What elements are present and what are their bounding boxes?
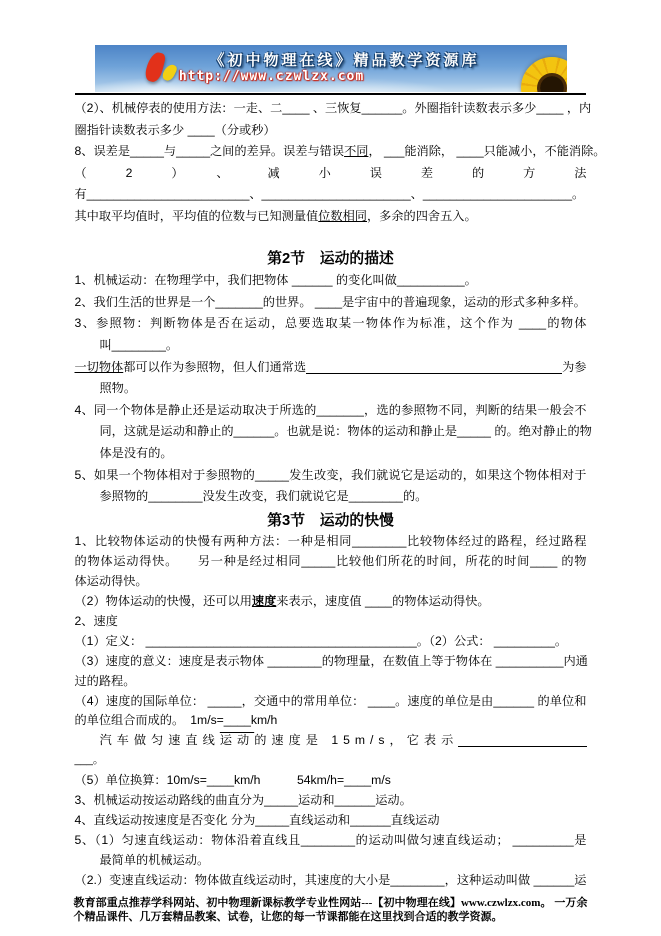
s1-line-inner-dial: 圈指针读数表示多少 ____（分或秒） <box>74 122 276 137</box>
s3-line-path-classification: 3、机械运动按运动路线的曲直分为_____运动和______运动。 <box>74 793 412 808</box>
s3-line-car-example <box>75 731 587 751</box>
s1-error-text-c: ， ___能消除， ____只能减小，不能消除。 <box>368 144 606 159</box>
s3-line-speed-title: 2、速度 <box>74 613 118 628</box>
s2-anyobject-tail: 为参 <box>562 359 587 374</box>
s2-line-mechanical-motion: 1、机械运动：在物理学中，我们把物体 ______ 的变化叫做__________。 <box>74 273 477 288</box>
s3-line-same-distance: 的物体运动得快。 另一种是经过相同_____比较他们所花的时间，所花的时间____ 的物 <box>74 554 587 569</box>
s3-speed-text-a: （2）物体运动的快慢，还可以用 <box>74 594 252 608</box>
s2-line-relativity: 同，这就是运动和静止的______。也就是说：物体的运动和静止是_____ 的。绝对静止的物 <box>99 424 592 439</box>
s2-anyobject-text: 都可以作为参照物，但人们通常选 <box>123 359 307 374</box>
banner-title: 《初中物理在线》精品教学资源库 <box>209 53 480 69</box>
s1-error-underlined: 不同 <box>344 144 369 159</box>
header-banner <box>95 45 567 92</box>
s3-car-overlined: 运动 <box>219 733 255 748</box>
s1-line-average-note <box>75 206 587 228</box>
s3-speed-bold-underlined: 速度 <box>251 594 277 608</box>
s2-line-position-unchanged: 参照物的________没发生改变，我们就说它是________的。 <box>99 489 428 504</box>
s2-line-any-object-reference <box>75 357 587 379</box>
s3-car-blank-line <box>458 746 586 747</box>
banner-url: http://www.czwlzx.com <box>178 69 365 84</box>
s1-line-reduce-error-title: （2）、减小误差的方法 <box>74 165 587 180</box>
s1-average-underlined: 位数相同 <box>318 208 367 223</box>
s2-anyobject-blank-line <box>306 373 562 374</box>
sunflower-icon <box>521 57 567 92</box>
s3-line-unit-conversion: （5）单位换算：10m/s=____km/h 54km/h=____m/s <box>74 773 391 788</box>
s2-anyobject-underlined: 一切物体 <box>74 359 124 374</box>
s1-line-reduce-error-blanks: 有________________________、______________________、______________________。 <box>74 187 585 202</box>
s3-speed-text-c: 来表示，速度值 ____的物体运动得快。 <box>276 594 490 608</box>
sunflower-center-icon <box>537 73 567 92</box>
s1-line-stopwatch-usage: （2）、机械停表的使用方法：一走、二____ 、三恢复______。外圈指针读数表示多少____ ，内 <box>74 101 592 115</box>
section-heading-motion-description: 第2节 运动的描述 <box>267 250 394 267</box>
s2-line-no-absolute-rest: 体是没有的。 <box>99 445 173 460</box>
s2-line-reference-cont: 照物。 <box>99 381 137 396</box>
s3-car-text-c: 的速度是 15m/s，它表示 <box>254 733 459 748</box>
s1-line-error-definition <box>74 141 606 163</box>
s3-line-faster: 体运动得快。 <box>74 574 148 589</box>
s3-line-variable-linear: （2.）变速直线运动：物体做直线运动时，其速度的大小是________，这种运动叫做 ______运 <box>74 872 587 887</box>
s3-line-speed-express <box>75 592 587 612</box>
divider-rule <box>75 93 586 95</box>
s2-line-world-motion: 2、我们生活的世界是一个_______的世界。 ____是宇宙中的普遍现象，运动的形式多种多样。 <box>74 294 586 309</box>
section-motion-speed <box>75 511 587 891</box>
s3-line-speed-meaning: （3）速度的意义：速度是表示物体 ________的物理量，在数值上等于物体在 __________内通 <box>74 653 588 668</box>
s1-average-text-c: ，多余的四舍五入。 <box>367 208 477 223</box>
s1-average-text-a: 其中取平均值时，平均值的位数与已知测量值 <box>74 208 319 223</box>
s3-line-simplest-motion: 最简单的机械运动。 <box>99 852 210 867</box>
s2-line-position-change: 5、如果一个物体相对于参照物的_____发生改变，我们就说它是运动的，如果这个物体相对于 <box>74 467 587 482</box>
worksheet-body <box>74 98 606 891</box>
s3-line-linear-classification: 4、直线运动按速度是否变化 分为_____直线运动和______直线运动 <box>74 812 440 827</box>
s3-car-text-a: 汽车做匀速直线 <box>99 733 220 748</box>
s2-line-called-blank: 叫________。 <box>99 337 179 352</box>
s3-line-uniform-linear: 5、（1）匀速直线运动：物体沿着直线且________的运动叫做匀速直线运动； _________是 <box>74 832 587 847</box>
s2-line-reference-object: 3、参照物：判断物体是否在运动，总要选取某一物体作为标准，这个作为 ____的物体 <box>74 316 587 331</box>
section-heading-motion-speed: 第3节 运动的快慢 <box>267 512 394 529</box>
s3-line-blank-continuation: ___。 <box>74 754 104 767</box>
s3-line-meaning-cont: 过的路程。 <box>74 673 136 688</box>
s3-line-speed-units: （4）速度的国际单位： _____，交通中的常用单位： ____。速度的单位是由______ 的单位和 <box>74 693 587 708</box>
s2-line-depends-on: 4、同一个物体是静止还是运动取决于所选的_______，选的参照物不同，判断的结果一般会不 <box>74 402 587 417</box>
s3-line-compare-methods: 1、比较物体运动的快慢有两种方法：一种是相同________比较物体经过的路程，经过路程 <box>74 534 587 549</box>
footer-text: 教育部重点推荐学科网站、初中物理新课标教学专业性网站---【初中物理在线】www.czwlzx.com。 一万余个精品课件、几万套精品教案、试卷，让您的每一节课都能在这里找到合适的教学资源。 <box>73 896 588 924</box>
s1-error-text-a: 8、误差是_____与_____之间的差异。误差与错误 <box>74 144 345 159</box>
s3-line-unit-composition: 的单位组合而成的。 1m/s=____km/h <box>74 713 278 728</box>
s3-line-definition-formula: （1）定义： ________________________________________。（2）公式： _________。 <box>74 633 568 648</box>
